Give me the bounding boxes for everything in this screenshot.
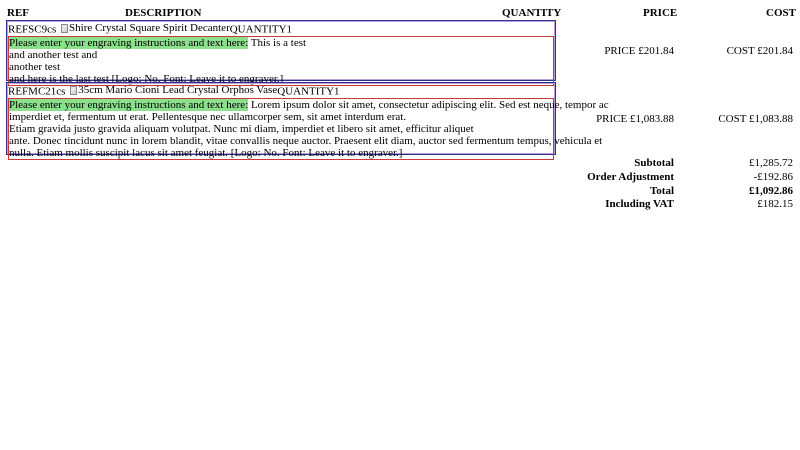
engraving-label: Please enter your engraving instructions and text here: [9,36,249,49]
order-item-1 [6,20,556,85]
engraving-text-line: and here is the last test [Logo: No. Font: Leave it to engraver.] [9,72,284,85]
item-price: PRICE £1,083.88 [596,113,674,125]
subtotal-label: Subtotal [634,157,674,169]
engraving-text: Lorem ipsum dolor sit amet, consectetur adipiscing elit. Sed est neque, tempor ac [250,98,609,111]
product-image[interactable] [68,84,277,96]
engraving-text-line: ante. Donec tincidunt nunc in lorem blandit, vitae convallis neque auctor. Praesent elit diam, auctor sed fermentum tempus, vehicula et [9,134,603,147]
engraving-text-line: Etiam gravida justo gravida aliquam volutpat. Nunc mi diam, imperdiet et libero sit amet, efficitur aliquet [9,122,474,135]
engraving-text-line: imperdiet et, fermentum ut erat. Pellentesque nec ullamcorper sem, sit amet interdum erat. [9,110,407,123]
engraving-text: This is a test [250,36,307,49]
item-ref: REFMC21cs [8,85,66,98]
product-image-alt: 35cm Mario Cioni Lead Crystal Orphos Vase [78,84,278,96]
engraving-text-line: another test [9,60,61,73]
item-summary [7,83,555,98]
item-ref: REFSC9cs [8,23,57,36]
product-image-alt: Shire Crystal Square Spirit Decanter [69,22,230,34]
column-header-cost: COST [766,7,796,19]
engraving-text-line: nulla. Etiam mollis suscipit lacus sit amet feugiat. [Logo: No. Font: Leave it to engraver.] [9,146,403,159]
product-image[interactable] [59,22,230,34]
item-cost: COST £1,083.88 [718,113,793,125]
order-adjustment-value: -£192.86 [753,171,793,183]
item-summary [7,21,555,36]
column-header-quantity: QUANTITY [502,7,562,19]
engraving-instructions [8,98,609,160]
item-cost: COST £201.84 [726,45,793,57]
item-quantity: QUANTITY1 [229,23,293,36]
engraving-label: Please enter your engraving instructions and text here: [9,98,249,111]
engraving-instructions [8,36,554,86]
including-vat-label: Including VAT [605,198,674,210]
column-header-ref: REF [7,7,29,19]
item-quantity: QUANTITY1 [277,85,340,98]
total-label: Total [649,185,674,197]
including-vat-value: £182.15 [757,198,793,210]
subtotal-value: £1,285.72 [749,157,793,169]
order-item-2 [6,82,609,159]
column-header-price: PRICE [643,7,678,19]
engraving-text-line: and another test and [9,48,98,61]
total-value: £1,092.86 [749,185,793,197]
item-price: PRICE £201.84 [604,45,674,57]
broken-image-icon [70,86,77,95]
column-header-description: DESCRIPTION [125,7,202,19]
broken-image-icon [61,24,68,33]
order-adjustment-label: Order Adjustment [587,171,674,183]
